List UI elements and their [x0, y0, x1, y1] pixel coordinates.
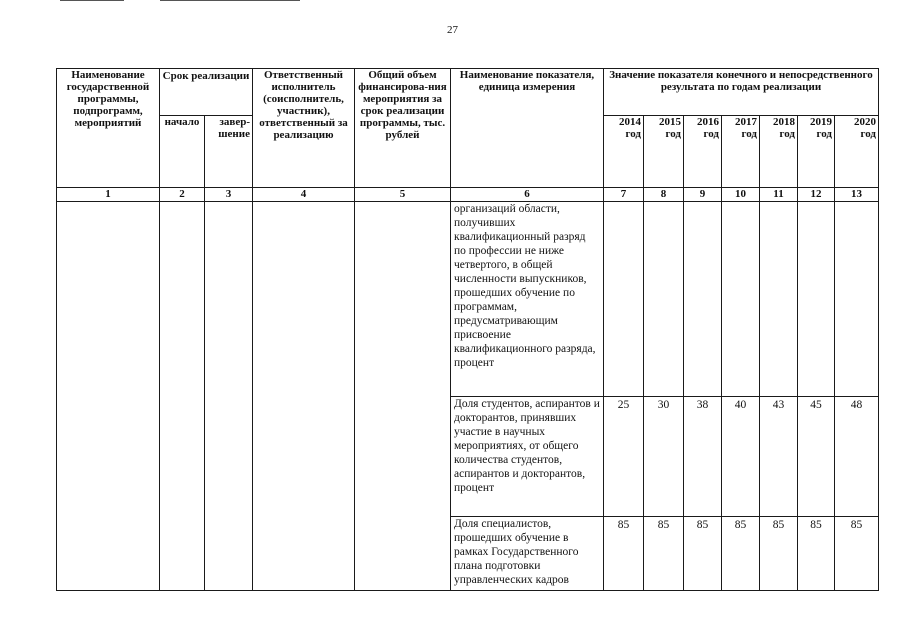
column-number: 3: [205, 188, 253, 202]
header-year: 2018 год: [760, 116, 798, 188]
column-number: 13: [835, 188, 879, 202]
column-number: 8: [644, 188, 684, 202]
header-funding: Общий объем финансирова-ния мероприятия за срок реализации программы, тыс. рублей: [355, 69, 451, 188]
value-cell: [835, 202, 879, 397]
value-cell: 85: [644, 517, 684, 591]
cell-funding-empty: [355, 202, 451, 591]
value-cell: 85: [684, 517, 722, 591]
scan-artifact-line: [60, 0, 124, 1]
header-term-end: завер-шение: [205, 116, 253, 188]
header-indicator: Наименование показателя, единица измерения: [451, 69, 604, 188]
table-row: [57, 202, 879, 397]
value-cell: 40: [722, 397, 760, 517]
header-year: 2016 год: [684, 116, 722, 188]
value-cell: [798, 202, 835, 397]
header-responsible: Ответственный исполнитель (соисполнитель, участник), ответственный за реализацию: [253, 69, 355, 188]
cell-responsible-empty: [253, 202, 355, 591]
header-term: Срок реализации: [160, 69, 253, 116]
indicator-text: Доля студентов, аспирантов и докторантов, принявших участие в научных мероприятиях, от общего количества студентов, аспирантов и докторантов, процент: [451, 397, 604, 517]
value-cell: 85: [798, 517, 835, 591]
column-number: 11: [760, 188, 798, 202]
header-year: 2017 год: [722, 116, 760, 188]
column-number: 12: [798, 188, 835, 202]
header-year: 2014 год: [604, 116, 644, 188]
indicator-text: организаций области, получивших квалификационный разряд по профессии не ниже четвертого, в общей численности выпускников, прошедших обучение по программам, предусматривающим присвоение квалификационного разряда, процент: [451, 202, 604, 397]
cell-start-empty: [160, 202, 205, 591]
value-cell: 85: [835, 517, 879, 591]
column-number: 7: [604, 188, 644, 202]
value-cell: [644, 202, 684, 397]
value-cell: [760, 202, 798, 397]
value-cell: 38: [684, 397, 722, 517]
column-number: 1: [57, 188, 160, 202]
header-year: 2015 год: [644, 116, 684, 188]
cell-end-empty: [205, 202, 253, 591]
value-cell: 45: [798, 397, 835, 517]
value-cell: [722, 202, 760, 397]
column-number: 9: [684, 188, 722, 202]
header-values: Значение показателя конечного и непосредственного результата по годам реализации: [604, 69, 879, 116]
value-cell: 85: [722, 517, 760, 591]
column-number: 6: [451, 188, 604, 202]
value-cell: 48: [835, 397, 879, 517]
value-cell: 25: [604, 397, 644, 517]
value-cell: 85: [760, 517, 798, 591]
value-cell: [604, 202, 644, 397]
indicator-table: [56, 68, 879, 591]
scan-artifact-line: [160, 0, 300, 1]
value-cell: 30: [644, 397, 684, 517]
value-cell: 43: [760, 397, 798, 517]
column-number: 2: [160, 188, 205, 202]
header-name: Наименование государственной программы, подпрограмм, мероприятий: [57, 69, 160, 188]
value-cell: 85: [604, 517, 644, 591]
header-year: 2020 год: [835, 116, 879, 188]
header-term-start: начало: [160, 116, 205, 188]
value-cell: [684, 202, 722, 397]
column-number: 4: [253, 188, 355, 202]
cell-name-empty: [57, 202, 160, 591]
column-number: 5: [355, 188, 451, 202]
indicator-text: Доля специалистов, прошедших обучение в рамках Государственного плана подготовки управленческих кадров: [451, 517, 604, 591]
column-number: 10: [722, 188, 760, 202]
header-year: 2019 год: [798, 116, 835, 188]
page-number: 27: [447, 24, 458, 36]
